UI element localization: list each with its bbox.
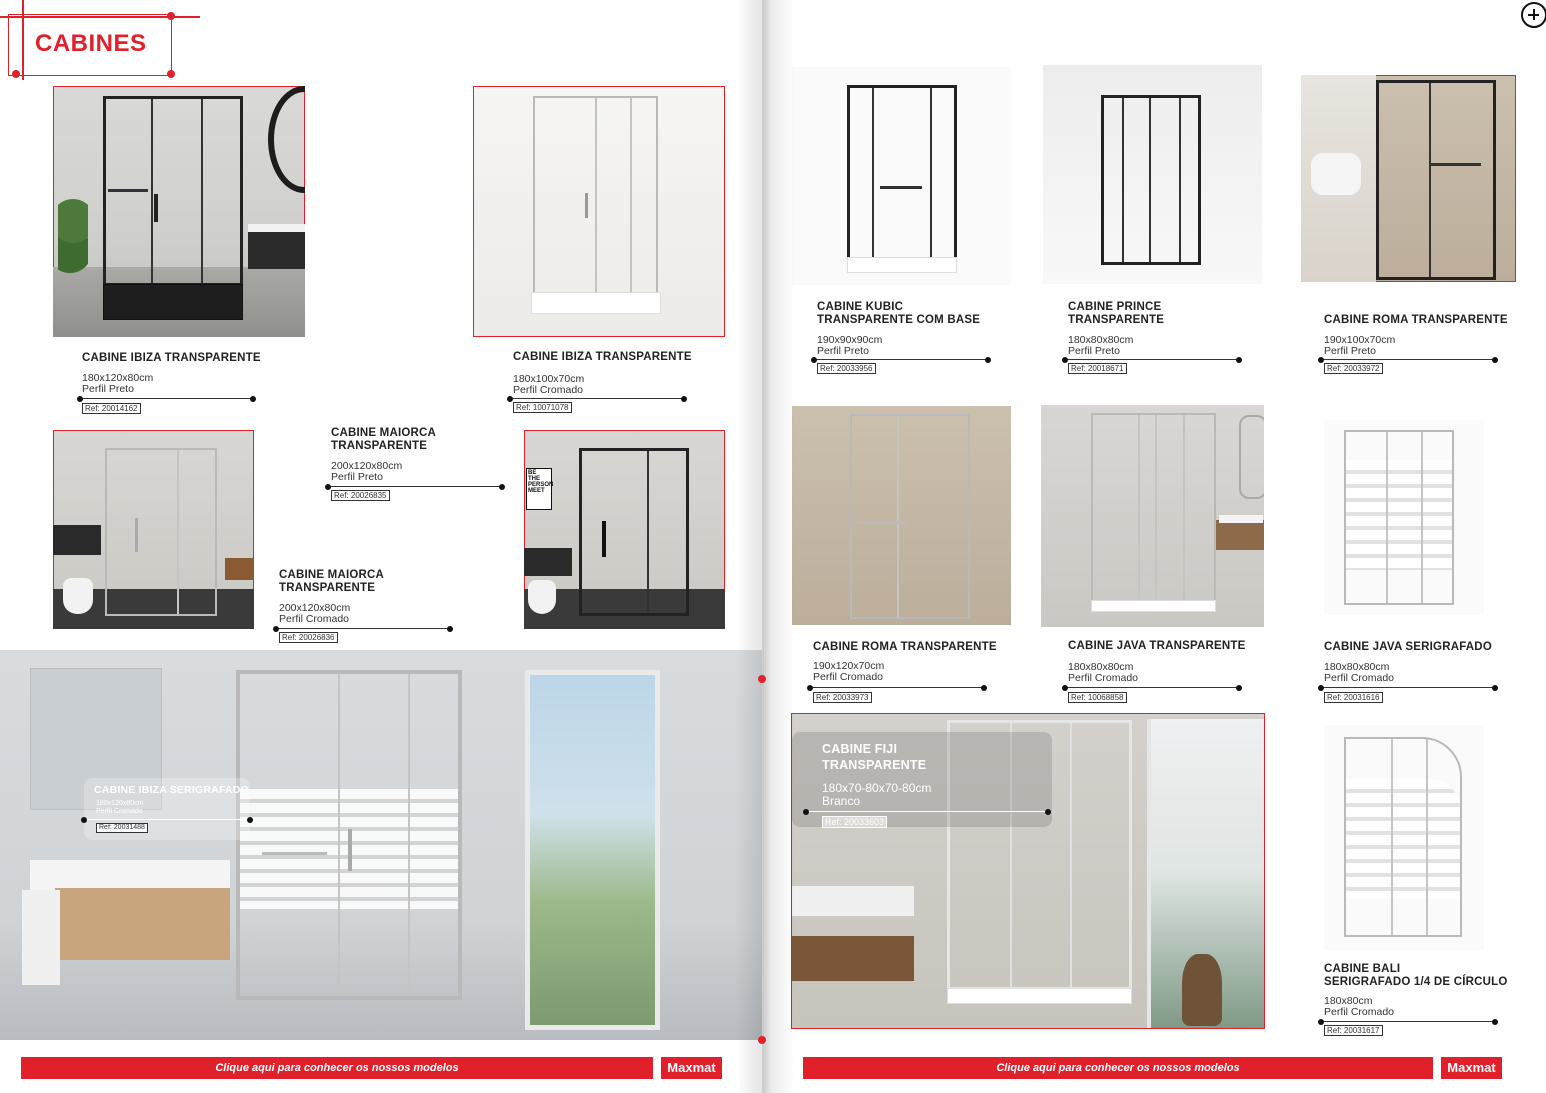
product-size: 180x80cm xyxy=(1324,995,1373,1007)
shower-cabin xyxy=(1091,413,1216,603)
wall-niche xyxy=(524,548,572,576)
product-size: 200x120x80cm xyxy=(331,460,403,472)
wooden-vanity xyxy=(792,936,914,981)
spec-rule xyxy=(80,398,253,399)
product-name-line2: TRANSPARENTE xyxy=(822,758,927,772)
left-catalog-page xyxy=(0,0,762,1093)
product-profile: Perfil Preto xyxy=(1324,345,1376,357)
glass-divider xyxy=(201,99,203,283)
product-size: 200x120x80cm xyxy=(279,602,351,614)
product-image-prince[interactable] xyxy=(1043,65,1262,284)
product-image-roma-black[interactable] xyxy=(1301,75,1516,282)
product-image-bali[interactable] xyxy=(1324,725,1484,950)
spec-rule xyxy=(1321,687,1495,688)
spec-rule xyxy=(510,398,684,399)
product-image-maiorca-black[interactable] xyxy=(524,430,725,629)
shower-cabin xyxy=(1376,80,1496,280)
poster-text: MEET xyxy=(528,488,545,494)
shower-base xyxy=(847,257,957,273)
product-ref: Ref: 20031616 xyxy=(1324,692,1383,703)
product-ref: Ref: 20026835 xyxy=(331,490,390,501)
wooden-vanity xyxy=(1216,520,1264,550)
glass-divider xyxy=(1429,83,1431,277)
window xyxy=(525,670,660,1030)
toilet xyxy=(63,578,93,614)
product-ref: Ref: 20026836 xyxy=(279,632,338,643)
product-name: CABINE IBIZA TRANSPARENTE xyxy=(82,352,261,364)
spec-rule xyxy=(814,359,988,360)
spec-rule xyxy=(1321,1021,1495,1022)
product-profile: Perfil Cromado xyxy=(513,384,584,396)
product-ref: Ref: 20031488 xyxy=(96,823,148,833)
corner-dot xyxy=(167,12,175,20)
product-ref: Ref: 20033603 xyxy=(822,816,887,828)
shower-cabin xyxy=(1101,95,1201,265)
product-image-ibiza-black[interactable] xyxy=(53,86,305,337)
product-size: 180x70-80x70-80cm xyxy=(822,781,932,795)
poster-text: BE xyxy=(528,470,537,476)
shower-cabin xyxy=(579,448,689,616)
glass-divider xyxy=(1138,415,1140,601)
towel-bar xyxy=(1431,163,1481,166)
glass-divider xyxy=(1122,98,1124,262)
product-image-maiorca-chrome[interactable] xyxy=(53,430,254,629)
product-size: 190x100x70cm xyxy=(1324,334,1396,346)
product-ref: Ref: 20033973 xyxy=(813,692,872,703)
product-name-line2: TRANSPARENTE xyxy=(331,440,428,452)
glass-divider xyxy=(1386,432,1388,603)
product-profile: Perfil Preto xyxy=(817,345,869,357)
product-name-line1: CABINE FIJI xyxy=(822,742,898,756)
product-size: 180x80x80cm xyxy=(1324,661,1390,673)
glass-divider xyxy=(1183,415,1185,601)
glass-divider xyxy=(1070,723,1072,987)
product-ref: Ref: 20033972 xyxy=(1324,363,1383,374)
door-handle xyxy=(154,194,158,222)
shower-cabin xyxy=(105,448,217,616)
glass-divider xyxy=(647,451,649,613)
product-ref: Ref: 20031617 xyxy=(1324,1025,1383,1036)
door-handle xyxy=(585,193,588,218)
product-ref: Ref: 20018671 xyxy=(1068,363,1127,374)
lifestyle-image-fiji[interactable] xyxy=(792,714,1264,1028)
product-name-line1: CABINE MAIORCA xyxy=(279,569,385,581)
wooden-shelf xyxy=(225,558,254,580)
product-image-roma-chrome[interactable] xyxy=(792,406,1011,625)
glass-divider xyxy=(338,674,340,996)
shower-tray xyxy=(947,988,1132,1004)
shower-cabin xyxy=(1344,737,1462,937)
hanging-towel xyxy=(22,890,60,985)
glass-divider xyxy=(630,98,632,294)
product-name-line1: CABINE MAIORCA xyxy=(331,427,437,439)
washbasin xyxy=(30,860,230,890)
shower-tray xyxy=(103,284,243,320)
corner-dot xyxy=(758,1036,766,1044)
glass-divider xyxy=(177,450,179,614)
product-name-line2: TRANSPARENTE xyxy=(1068,314,1165,326)
product-name: CABINE ROMA TRANSPARENTE xyxy=(813,641,997,653)
shower-cabin xyxy=(1344,430,1454,605)
product-size: 180x120x80cm xyxy=(82,372,154,384)
product-size: 190x120x70cm xyxy=(813,660,885,672)
glass-divider xyxy=(408,674,410,996)
round-mirror xyxy=(268,86,305,193)
glass-divider xyxy=(1179,98,1181,262)
shower-tray xyxy=(531,292,661,314)
product-image-java-serigrafado[interactable] xyxy=(1324,420,1484,615)
glass-divider xyxy=(1149,98,1151,262)
product-name: CABINE JAVA TRANSPARENTE xyxy=(1068,640,1246,652)
shower-cabin xyxy=(236,670,462,1000)
plant xyxy=(58,181,88,281)
product-ref: Ref: 20033956 xyxy=(817,363,876,374)
bathtub xyxy=(1311,153,1361,195)
glass-divider xyxy=(151,99,153,283)
footer-cta-button[interactable]: Clique aqui para conhecer os nossos modelos xyxy=(803,1057,1433,1079)
shower-tray xyxy=(1091,600,1216,612)
wall-poster xyxy=(526,468,552,510)
glass-divider xyxy=(1421,432,1423,603)
product-ref: Ref: 10071078 xyxy=(513,402,572,413)
towel-bar xyxy=(108,189,148,192)
towel-bar xyxy=(262,852,327,855)
glass-divider xyxy=(1155,415,1157,601)
header-rule-vertical xyxy=(22,0,24,80)
product-size: 190x90x90cm xyxy=(817,334,883,346)
product-name-line2: TRANSPARENTE xyxy=(279,582,376,594)
product-profile: Perfil Preto xyxy=(331,471,383,483)
spec-rule xyxy=(328,486,502,487)
product-ref: Ref: 20014162 xyxy=(82,403,141,414)
maxmat-link-button[interactable]: Maxmat xyxy=(1441,1057,1502,1079)
door-bar xyxy=(880,186,922,189)
shower-cabin xyxy=(533,96,658,296)
corner-dot xyxy=(758,675,766,683)
product-name: CABINE IBIZA SERIGRAFADO xyxy=(94,784,249,796)
maxmat-link-button[interactable]: Maxmat xyxy=(661,1057,722,1079)
mirror xyxy=(1239,415,1264,499)
product-ref: Ref: 10068858 xyxy=(1068,692,1127,703)
product-image-kubic[interactable] xyxy=(792,67,1011,285)
glass-divider xyxy=(897,416,899,617)
section-title: CABINES xyxy=(35,30,147,57)
door-handle xyxy=(602,521,606,557)
product-name-line1: CABINE BALI xyxy=(1324,963,1401,975)
spec-rule xyxy=(806,811,1048,812)
product-profile: Branco xyxy=(822,794,861,808)
washbasin xyxy=(248,224,305,232)
corner-dot xyxy=(167,70,175,78)
product-profile: Perfil Preto xyxy=(82,383,134,395)
wall-niche xyxy=(53,525,101,555)
shower-cabin xyxy=(850,414,970,619)
spec-rule xyxy=(1065,687,1239,688)
glass-divider xyxy=(1391,739,1393,935)
spec-rule xyxy=(1321,359,1495,360)
wooden-vanity xyxy=(55,888,230,960)
vanity-cabinet xyxy=(248,231,305,269)
product-profile: Perfil Cromado xyxy=(1324,1006,1395,1018)
product-profile: Perfil Cromado xyxy=(96,808,143,815)
product-profile: Perfil Preto xyxy=(1068,345,1120,357)
product-size: 180x100x70cm xyxy=(513,373,585,385)
product-size: 180x80x80cm xyxy=(1068,661,1134,673)
lifestyle-image-ibiza-serigrafado[interactable] xyxy=(0,650,762,1040)
door-handle xyxy=(348,829,352,871)
toilet xyxy=(528,580,556,614)
product-name-line2: SERIGRAFADO 1/4 DE CÍRCULO xyxy=(1324,976,1508,988)
washbasin xyxy=(792,886,914,916)
product-size: 180x80x80cm xyxy=(1068,334,1134,346)
poster-text: PERSON xyxy=(528,482,554,488)
spec-rule xyxy=(276,628,450,629)
product-name: CABINE IBIZA TRANSPARENTE xyxy=(513,351,692,363)
product-profile: Perfil Cromado xyxy=(813,671,884,683)
spec-rule xyxy=(84,819,250,820)
product-name: CABINE ROMA TRANSPARENTE xyxy=(1324,314,1508,326)
spec-rule xyxy=(1065,359,1239,360)
glass-divider xyxy=(1426,739,1428,935)
glass-divider xyxy=(595,98,597,294)
product-name-line2: TRANSPARENTE COM BASE xyxy=(817,314,981,326)
product-size: 180x120x80cm xyxy=(96,800,144,807)
product-profile: Perfil Cromado xyxy=(279,613,350,625)
shower-cabin xyxy=(103,96,243,286)
corner-dot xyxy=(12,70,20,78)
frosted-band xyxy=(1346,460,1452,570)
poster-text: THE xyxy=(528,476,540,482)
product-profile: Perfil Cromado xyxy=(1324,672,1395,684)
right-catalog-page xyxy=(764,0,1546,1093)
product-name: CABINE JAVA SERIGRAFADO xyxy=(1324,641,1492,653)
washbasin xyxy=(1219,515,1263,523)
shower-cabin xyxy=(847,85,957,260)
product-name-line1: CABINE KUBIC xyxy=(817,301,904,313)
glass-divider xyxy=(930,88,932,257)
spec-rule xyxy=(810,687,984,688)
towel-bar xyxy=(857,521,907,524)
product-profile: Perfil Cromado xyxy=(1068,672,1139,684)
product-image-ibiza-chrome[interactable] xyxy=(473,86,725,337)
frosted-band xyxy=(1346,779,1460,899)
product-overlay-card xyxy=(792,732,1052,827)
product-name-line1: CABINE PRINCE xyxy=(1068,301,1162,313)
product-image-java-transparente[interactable] xyxy=(1041,405,1264,627)
glass-divider xyxy=(872,88,874,257)
door-handle xyxy=(135,518,138,552)
zoom-in-icon[interactable] xyxy=(1521,2,1546,28)
footer-cta-button[interactable]: Clique aqui para conhecer os nossos modelos xyxy=(21,1057,653,1079)
wooden-stool xyxy=(1182,954,1222,1026)
product-overlay-card xyxy=(84,778,250,840)
